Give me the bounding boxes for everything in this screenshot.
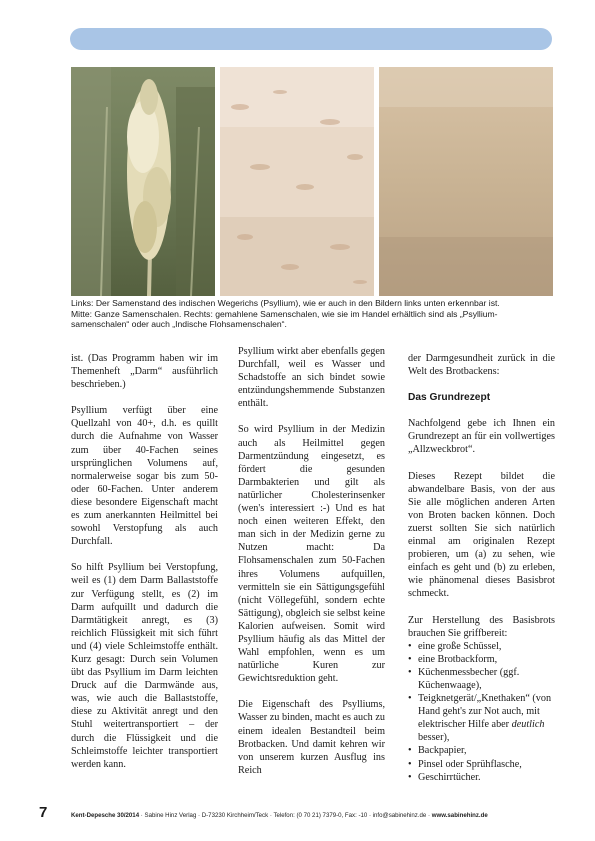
- publication-name: Kent-Depesche 30/2014: [71, 812, 140, 819]
- photo-caption: [71, 298, 555, 330]
- publisher-contact: · Sabine Hinz Verlag · D-73230 Kirchheim/Teck · Telefon: (0 70 21) 7379-0, Fax: -10 · info@sabinehinz.de ·: [139, 812, 432, 819]
- ground-husks-photo: [379, 67, 553, 296]
- paragraph: So wird Psyllium in der Medizin auch als Heilmittel gegen Darmentzündung eingesetzt, es fördert die gesunden Darmbakterien und gilt als natürlicher Cholesterinsenker (wen's interessiert :-) Und es hat noch einen weiteren Effekt, den man sich in der Medizin gerne zu Nutzen macht: Da Flohsamenschalen zum 50-Fachen ihres Volumens aufquillen, vermitteln sie ein Sättigungsgefühl (nicht Völlegefühl, sondern echte Sättigung), obgleich sie selbst keine Kalorien aufweisen. Somit wird Psyllium häufig als das Mittel der Wahl empfohlen, wenn es um natürliche Kuren zur Gewichtsreduktion geht.: [238, 424, 385, 685]
- page-number: 7: [39, 804, 48, 821]
- paragraph: Zur Herstellung des Basisbrots brauchen Sie griffbereit:: [408, 614, 555, 639]
- emphasis: deutlich: [511, 719, 545, 731]
- text-column-2: [238, 345, 385, 790]
- list-item: [408, 692, 555, 744]
- caption-line-1: Links: Der Samenstand des indischen Wegerichs (Psyllium), wie er auch in den Bildern links unten erkennbar ist.: [71, 298, 500, 308]
- paragraph: der Darmgesundheit zurück in die Welt des Brotbackens:: [408, 353, 555, 378]
- list-item: • Küchenmessbecher (ggf. Küchenwaage),: [408, 666, 555, 692]
- psyllium-plant-photo: [71, 67, 215, 296]
- whole-husks-photo: [220, 67, 374, 296]
- paragraph: Psyllium wirkt aber ebenfalls gegen Durchfall, weil es Wasser und Schadstoffe an sich bindet sowie entzündungshemmende Substanzen enthält.: [238, 346, 385, 410]
- paragraph: Dieses Rezept bildet die abwandelbare Basis, von der aus Sie alle möglichen anderen Arten von Broten backen können. Doch zuerst sollten Sie sich natürlich einmal am originalen Rezept probieren, um (a) zu sehen, wie einfach es geht und (b) zu erleben, wie phänomenal dieses Basisbrot schmeckt.: [408, 470, 555, 600]
- section-heading: Das Grundrezept: [408, 392, 491, 404]
- list-item-text: Teigknetgerät/„Knethaken“ (von Hand geht's zur Not auch, mit elektrischer Hilfe aber: [418, 693, 552, 731]
- page-footer: [71, 812, 555, 819]
- list-item: • Pinsel oder Sprühflasche,: [408, 758, 555, 771]
- list-item-text-end: besser),: [418, 732, 450, 744]
- text-column-1: [71, 352, 218, 784]
- caption-line-2: Mitte: Ganze Samenschalen. Rechts: gemahlene Samenschalen, wie sie im Handel erhältlich sind als „Psyllium-: [71, 308, 498, 319]
- equipment-list: [408, 640, 555, 784]
- header-bar: [70, 28, 552, 50]
- paragraph: Psyllium verfügt über eine Quellzahl von 40+, d.h. es quillt durch die Aufnahme von Wasser zum über 40-Fachen seines ursprünglichen Volumens auf, normalerweise sogar bis zum 50- oder 60-Fachen. Unter anderem diese besondere Eigenschaft macht es zum anerkannten Heilmittel bei sowohl Verstopfung als auch Durchfall.: [71, 405, 218, 548]
- list-item: • Backpapier,: [408, 744, 555, 757]
- list-item: • eine Brotbackform,: [408, 653, 555, 666]
- paragraph: Nachfolgend gebe ich Ihnen ein Grundrezept an für ein vollwertiges „Allzweckbrot“.: [408, 418, 555, 456]
- paragraph: Die Eigenschaft des Psylliums, Wasser zu binden, macht es auch zu einem idealen Bestandteil beim Brotbacken. Und damit kehren wir von unserem kurzen Ausflug ins Reich: [238, 699, 385, 776]
- text-column-3: [408, 352, 555, 784]
- caption-line-3: samenschalen“ oder auch „Indische Flohsamenschalen“.: [71, 319, 287, 330]
- paragraph: So hilft Psyllium bei Verstopfung, weil es (1) dem Darm Ballaststoffe zur Verfügung stellt, es (2) im Darm aufquillt und dadurch die Darmtätigkeit anregt, es (3) reichlich Flüssigkeit mit sich führt und (4) viele Schleimstoffe enthält. Kurz gesagt: Durch sein Volumen übt das Psyllium im Darm leichten Druck auf die Darmwände aus, was, wie auch die Ballaststoffe, diese zu Aktivität anregt und den Stuhl weitertransportiert – der durch die Flüssigkeit und die Schleimstoffe leichter transportiert werden kann.: [71, 562, 218, 770]
- paragraph: ist. (Das Programm haben wir im Themenheft „Darm“ ausführlich beschrieben.): [71, 353, 218, 391]
- website-link[interactable]: www.sabinehinz.de: [431, 812, 488, 819]
- list-item: • Geschirrtücher.: [408, 771, 555, 784]
- list-item: • eine große Schüssel,: [408, 640, 555, 653]
